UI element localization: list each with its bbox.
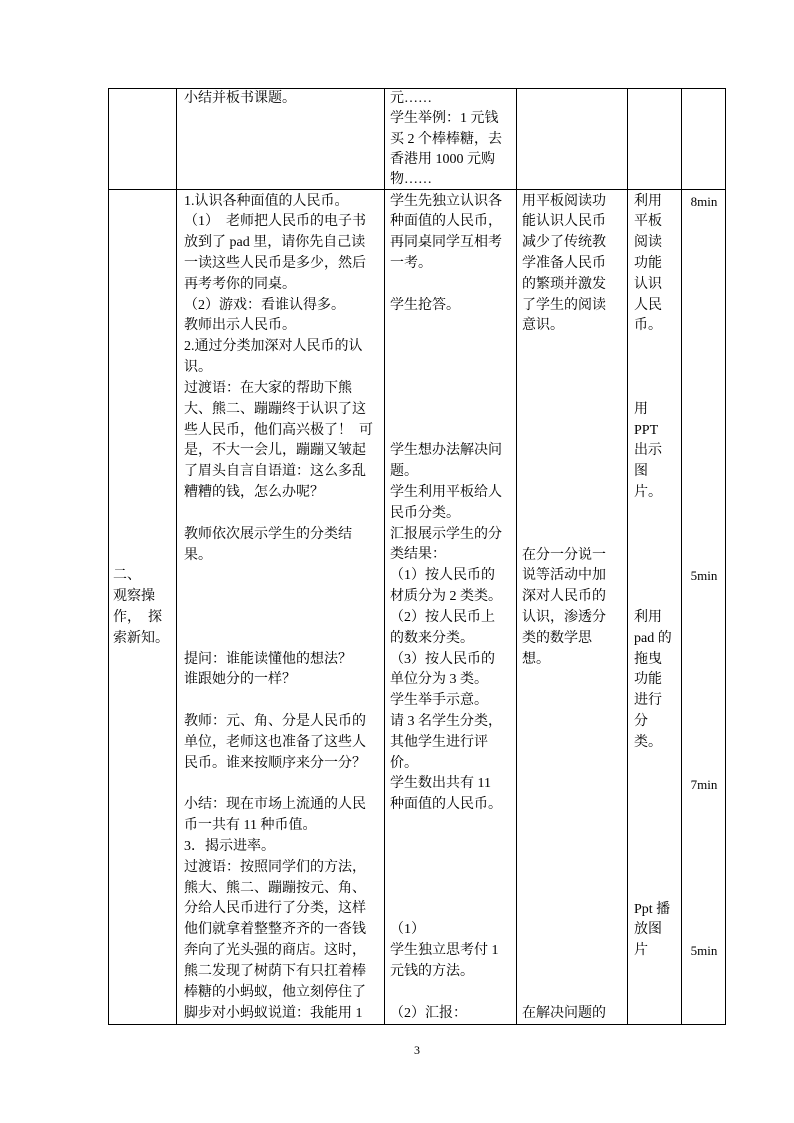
text-line: 提问：谁能读懂他的想法？ <box>184 651 352 667</box>
text-line: 认识，渗透分 <box>522 609 606 625</box>
text-line: 3．揭示进率。 <box>184 839 275 855</box>
text-line: 他们就拿着整整齐齐的一沓钱 <box>184 922 366 938</box>
text-line: （3）按人民币的 <box>390 651 495 667</box>
text-line: 类的数学思 <box>522 630 592 646</box>
teacher-activity-text <box>184 89 296 109</box>
text-line: 奔向了光头强的商店。这时， <box>184 943 366 959</box>
cell-r1-teacher-activity <box>176 88 385 190</box>
text-line: 熊二发现了树荫下有只扛着棒 <box>184 963 366 979</box>
student-activity-text <box>390 1004 467 1025</box>
text-line: 分 <box>634 714 648 730</box>
student-activity-text <box>390 89 502 190</box>
student-activity-text <box>390 441 502 816</box>
text-line: 小结：现在市场上流通的人民 <box>184 797 366 813</box>
cell-r2-design-intent <box>516 189 628 1025</box>
text-line: 人民 <box>634 297 662 313</box>
text-line: 种面值的人民币， <box>390 214 502 230</box>
text-line: 脚步对小蚂蚁说道：我能用 1 <box>184 1005 363 1021</box>
text-line: 功能 <box>634 256 662 272</box>
text-line: 利用 <box>634 193 662 209</box>
text-line: 香港用 1000 元购 <box>390 151 495 167</box>
text-line: pad 的 <box>634 630 672 646</box>
text-line: 大、熊二、蹦蹦终于认识了这 <box>184 401 366 417</box>
text-line: 用 <box>634 401 648 417</box>
media-note-text <box>634 608 672 754</box>
text-line: 其他学生进行评 <box>390 734 488 750</box>
cell-r1-stage <box>108 88 177 190</box>
text-line: 1.认识各种面值的人民币。 <box>184 193 349 209</box>
cell-r1-design-intent <box>516 88 628 190</box>
text-line: 在分一分说一 <box>522 547 606 563</box>
text-line: 意识。 <box>522 318 564 334</box>
text-line: 单位分为 3 类。 <box>390 672 488 688</box>
text-line: 阅读 <box>634 235 662 251</box>
text-line: 过渡语：在大家的帮助下熊 <box>184 380 352 396</box>
text-line: 请 3 名学生分类， <box>390 713 502 729</box>
text-line: 7min <box>690 776 718 792</box>
text-line: 功能 <box>634 672 662 688</box>
text-line: 汇报展示学生的分 <box>390 526 502 542</box>
design-intent-text <box>522 546 606 671</box>
stage-label <box>113 566 169 649</box>
text-line: 再同桌同学互相考 <box>390 235 502 251</box>
text-line: 币。 <box>634 318 662 334</box>
text-line: 糟糟的钱，怎么办呢？ <box>184 484 324 500</box>
cell-r1-media <box>627 88 682 190</box>
text-line: 片。 <box>634 485 662 501</box>
text-line: 能认识人民币 <box>522 214 606 230</box>
text-line: Ppt 播 <box>634 901 671 917</box>
text-line: 放图 <box>634 922 662 938</box>
text-line: 了眉头自言自语道：这么多乱 <box>184 464 366 480</box>
cell-r2-teacher-activity <box>176 189 385 1025</box>
text-line: 5min <box>690 943 718 959</box>
text-line: 民币分类。 <box>390 505 460 521</box>
text-line: 利用 <box>634 610 662 625</box>
text-line: 类结果： <box>390 547 446 563</box>
text-line: 学生举手示意。 <box>390 693 488 709</box>
text-line: 学生想办法解决问 <box>390 443 502 459</box>
text-line: 5min <box>690 568 718 584</box>
text-line: （1） <box>390 922 425 938</box>
text-line: 熊大、熊二、蹦蹦按元、角、 <box>184 880 366 896</box>
text-line: 棒糖的小蚂蚁，他立刻停住了 <box>184 984 366 1000</box>
text-line: 二、 <box>113 568 141 584</box>
text-line: 学生先独立认识各 <box>390 193 502 209</box>
text-line: 教师依次展示学生的分类结 <box>184 526 352 542</box>
text-line: 拖曳 <box>634 651 662 667</box>
text-line: 题。 <box>390 464 418 480</box>
text-line: 学生利用平板给人 <box>390 485 502 501</box>
cell-r2-student-activity <box>384 189 517 1025</box>
design-intent-text <box>522 192 606 338</box>
text-line: 观察操 <box>113 589 155 605</box>
text-line: 减少了传统教 <box>522 235 606 251</box>
text-line: （1）按人民币的 <box>390 568 495 584</box>
text-line: 物…… <box>390 172 432 188</box>
text-line: 出示 <box>634 443 662 459</box>
text-line: 小结并板书课题。 <box>184 91 296 106</box>
text-line: 在解决问题的 <box>522 1005 606 1021</box>
text-line: 平板 <box>634 214 662 230</box>
text-line: 识。 <box>184 360 212 376</box>
text-line: （2）游戏：看谁认得多。 <box>184 297 345 313</box>
text-line: 深对人民币的 <box>522 589 606 605</box>
media-note-text <box>634 900 670 962</box>
teacher-activity-text <box>184 650 352 692</box>
text-line: 学生举例：1 元钱 <box>390 111 499 127</box>
text-line: 学生数出共有 11 <box>390 776 491 792</box>
text-line: 是，不大一会儿，蹦蹦又皱起 <box>184 443 366 459</box>
design-intent-text <box>522 1004 606 1025</box>
time-label <box>682 775 726 796</box>
text-line: 8min <box>690 193 718 209</box>
time-label <box>682 941 726 962</box>
text-line: 2.通过分类加深对人民币的认 <box>184 339 363 355</box>
student-activity-text <box>390 192 502 275</box>
text-line: 说等活动中加 <box>522 568 606 584</box>
text-line: 教师出示人民币。 <box>184 318 296 334</box>
cell-r2-media <box>627 189 682 1025</box>
text-line: 谁跟她分的一样？ <box>184 672 296 688</box>
text-line: 教师：元、角、分是人民币的 <box>184 714 366 730</box>
text-line: 放到了 pad 里，请你先自己读 <box>184 235 366 251</box>
text-line: 索新知。 <box>113 630 169 646</box>
time-label <box>682 566 726 587</box>
text-line: 些人民币，他们高兴极了！ 可 <box>184 422 373 438</box>
cell-r1-time <box>681 88 726 190</box>
media-note-text <box>634 192 662 338</box>
student-activity-text <box>390 296 460 317</box>
text-line: 想。 <box>522 651 550 667</box>
text-line: 认识 <box>634 276 662 292</box>
text-line: 币一共有 11 种币值。 <box>184 818 317 834</box>
teacher-activity-text <box>184 192 373 504</box>
text-line: 图 <box>634 464 648 480</box>
text-line: （2）汇报： <box>390 1005 467 1021</box>
teacher-activity-text <box>184 795 366 1024</box>
text-line: 民币。谁来按顺序来分一分？ <box>184 755 366 771</box>
cell-r2-stage <box>108 189 177 1025</box>
text-line: 果。 <box>184 547 212 563</box>
teacher-activity-text <box>184 712 366 774</box>
text-line: 过渡语：按照同学们的方法， <box>184 859 366 875</box>
text-line: 学准备人民币 <box>522 256 606 272</box>
text-line: 类。 <box>634 734 662 750</box>
text-line: 买 2 个棒棒糖，去 <box>390 131 502 147</box>
text-line: 用平板阅读功 <box>522 193 606 209</box>
text-line: 一考。 <box>390 256 432 272</box>
text-line: 了学生的阅读 <box>522 297 606 313</box>
text-line: 种面值的人民币。 <box>390 797 502 813</box>
text-line: 的繁琐并激发 <box>522 276 606 292</box>
text-line: （2）按人民币上 <box>390 609 495 625</box>
text-line: 再考考你的同桌。 <box>184 276 296 292</box>
text-line: 片 <box>634 943 648 959</box>
text-line: PPT <box>634 422 659 438</box>
page-number: 3 <box>414 1043 420 1057</box>
text-line: 元钱的方法。 <box>390 963 474 979</box>
text-line: 价。 <box>390 755 418 771</box>
time-label <box>682 192 726 213</box>
text-line: 作， 探 <box>113 610 162 626</box>
text-line: （1） 老师把人民币的电子书 <box>184 214 366 230</box>
text-line: 学生抢答。 <box>390 297 460 313</box>
teacher-activity-text <box>184 525 352 567</box>
text-line: 进行 <box>634 693 662 709</box>
student-activity-text <box>390 920 499 982</box>
cell-r2-time <box>681 189 726 1025</box>
text-line: 分给人民币进行了分类，这样 <box>184 901 366 917</box>
text-line: 材质分为 2 类类。 <box>390 589 502 605</box>
text-line: 一读这些人民币是多少，然后 <box>184 256 366 272</box>
text-line: 的数来分类。 <box>390 630 474 646</box>
cell-r1-student-activity <box>384 88 517 190</box>
media-note-text <box>634 400 662 504</box>
text-line: 元…… <box>390 91 432 106</box>
text-line: 单位，老师这也准备了这些人 <box>184 734 366 750</box>
text-line: 学生独立思考付 1 <box>390 943 499 959</box>
